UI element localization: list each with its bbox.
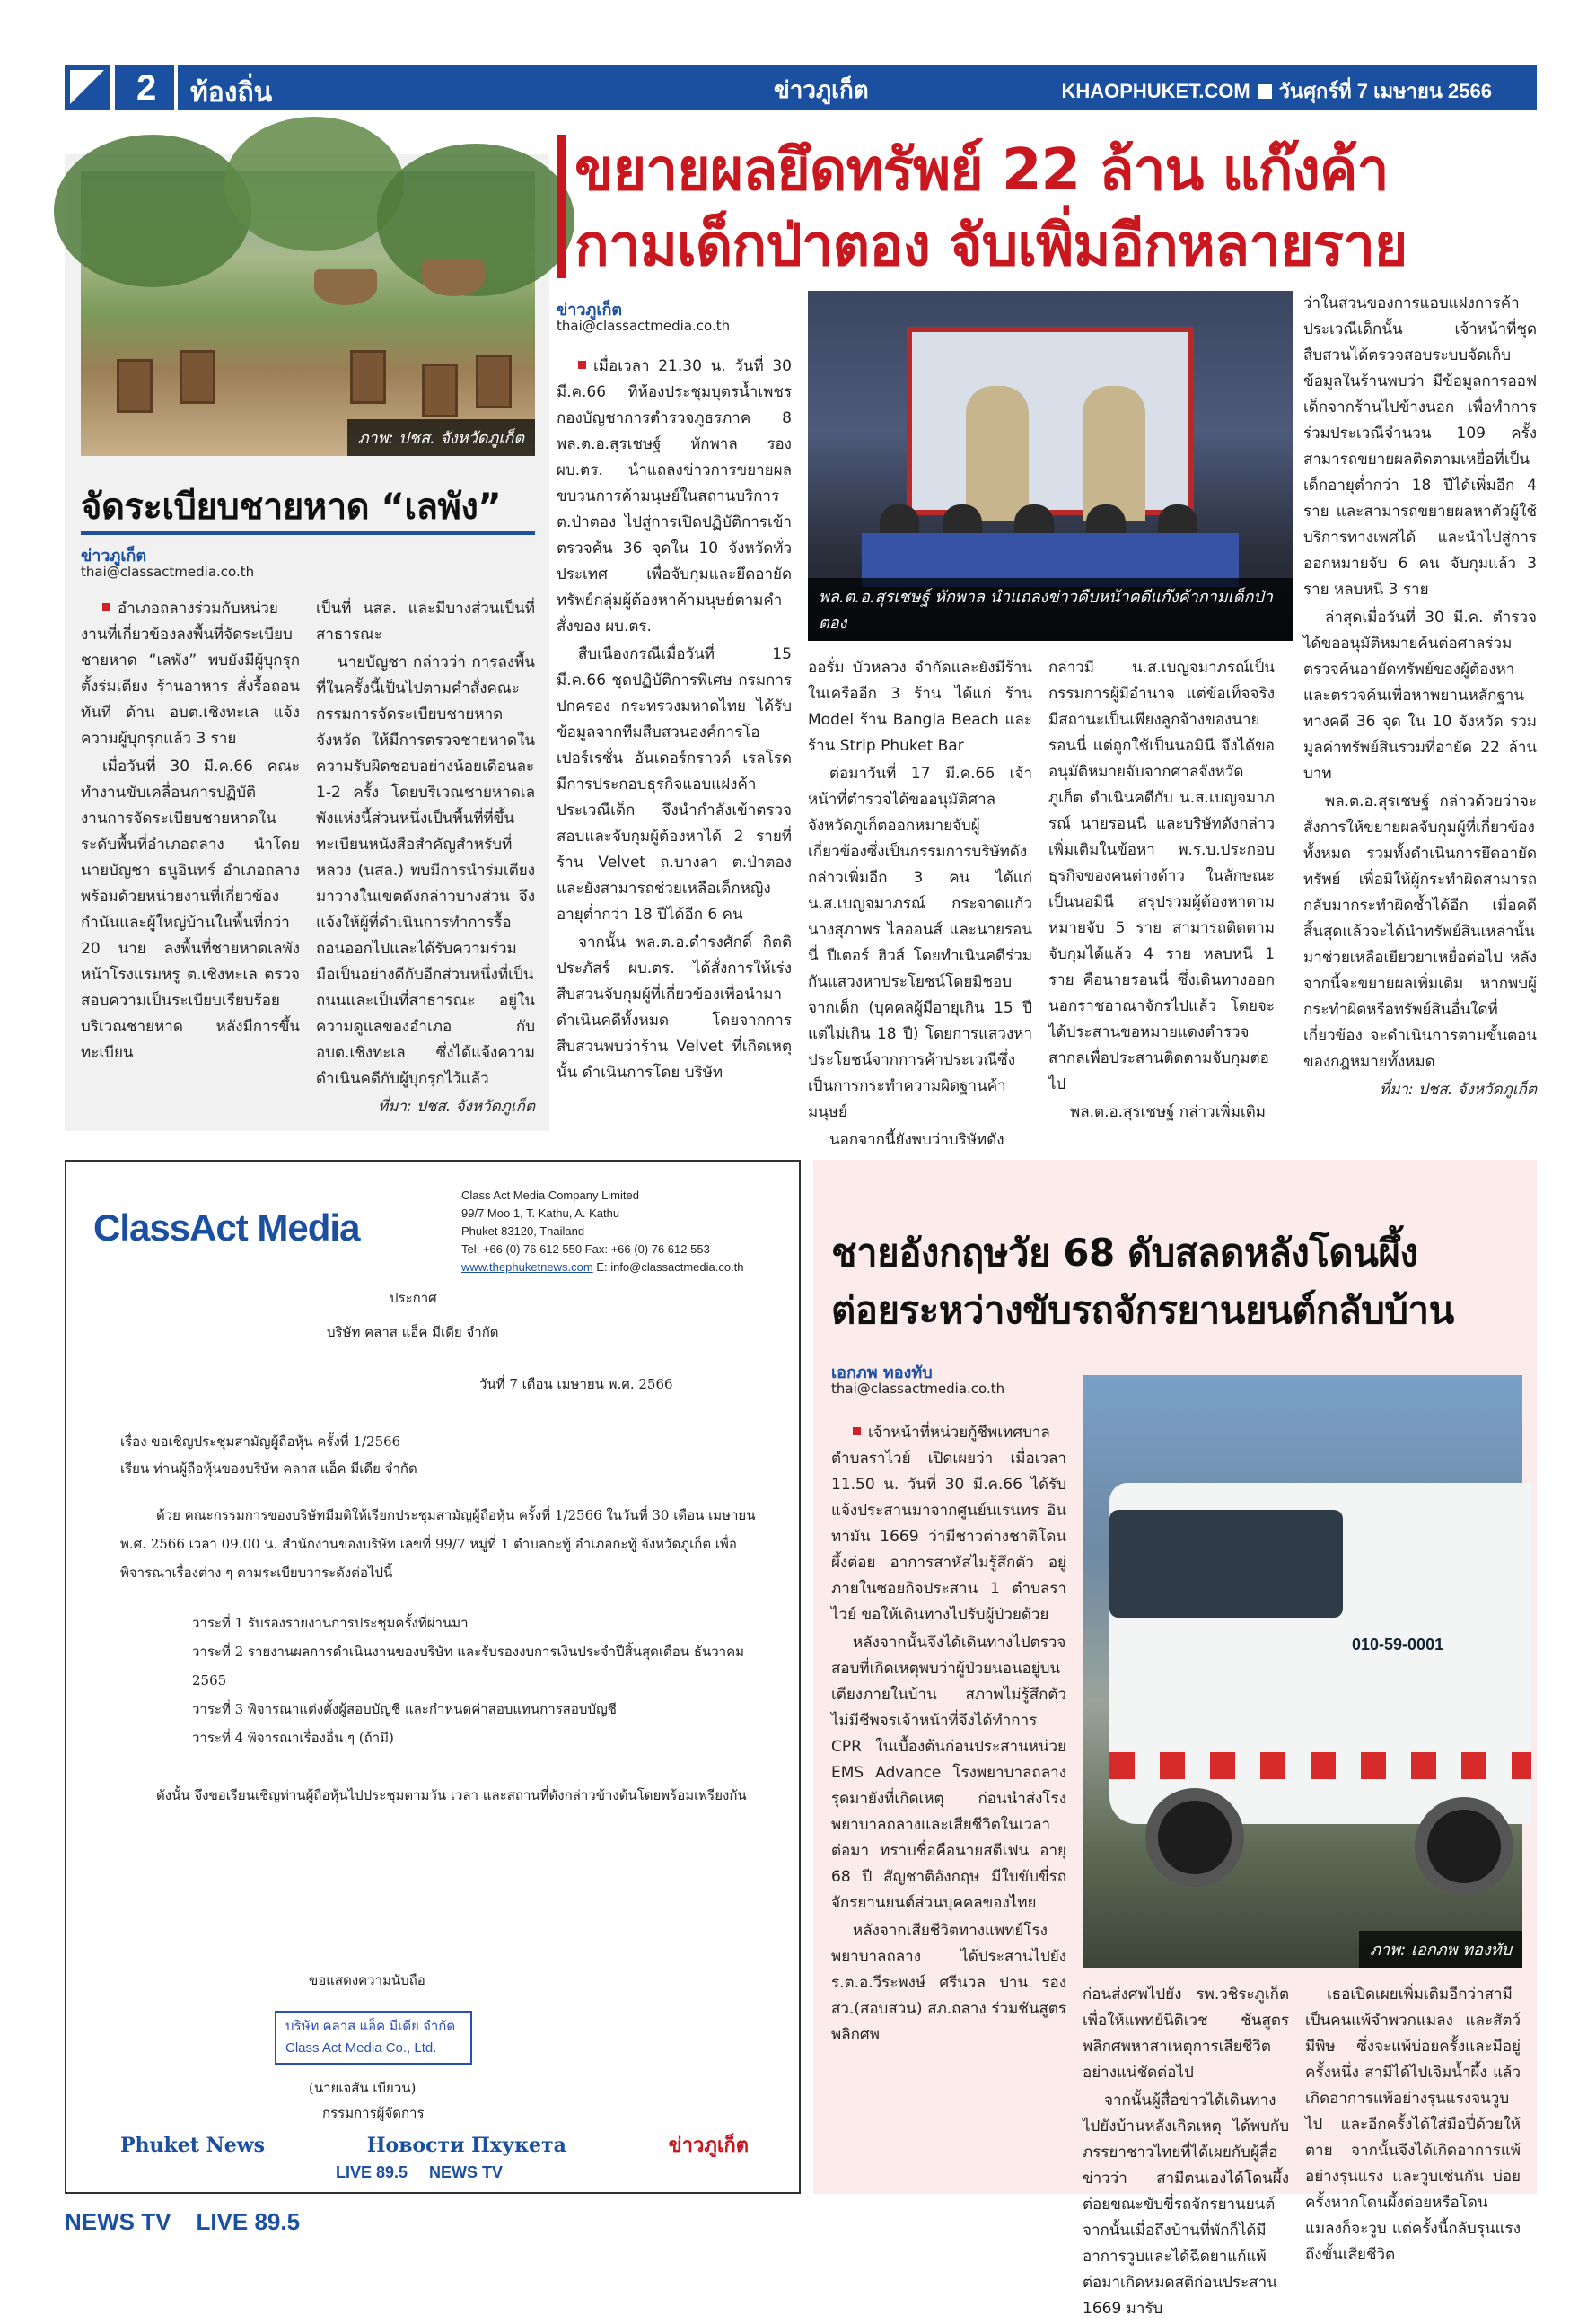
press-conference-photo <box>808 291 1293 641</box>
notice-title: ประกาศ <box>390 1290 437 1306</box>
bullet-icon <box>853 1427 861 1435</box>
story-column-1: เจ้าหน้าที่หน่วยกู้ชีพเทศบาลตำบลราไวย์ เปิดเผยว่า เมื่อเวลา 11.50 น. วันที่ 30 มี.ค.66 ได้รับแจ้งประสานมาจากศูนย์นเรนทร อินทามัน 1669 ว่ามีชาวต่างชาติโดนผึ้งต่อย อาการสาหัสไม่รู้สึกตัว อยู่ภายในซอยกิจประสาน 1 ตำบลราไวย์ ขอให้เดินทางไปรับผู้ป่วยด้วย หลังจากนั้นจึงได้เดินทางไปตรวจสอบที่เกิดเหตุพบว่าผู้ป่วยนอนอยู่บนเตียงภายในบ้าน สภาพไม่รู้สึกตัว ไม่มีชีพจรเจ้าหน้าที่จึงได้ทำการ CPR ในเบื้องต้นก่อนประสานหน่วย EMS Advance โรงพยาบาลถลางรุดมายังที่เกิดเหตุ ก่อนนำส่งโรงพยาบาลถลางและเสียชีวิตในเวลาต่อมา ทราบชื่อคือนายสตีเฟน อายุ 68 ปี สัญชาติอังกฤษ มีใบขับขี่รถจักรยานยนต์ส่วนบุคคลของไทย หลังจากเสียชีวิตทางแพทย์โรงพยาบาลถลาง ได้ประสานไปยัง ร.ต.อ.วีระพงษ์ ศรีนวล ปาน รอง สว.(สอบสวน) สภ.ถลาง ร่วมชันสูตรพลิกศพ <box>831 1424 1066 2044</box>
main-column-1: เมื่อเวลา 21.30 น. วันที่ 30 มี.ค.66 ที่ห้องประชุมบุตรน้ำเพชร กองบัญชาการตำรวจภูธรภาค 8 พล.ต.อ.สุรเชษฐ์ หักพาล รอง ผบ.ตร. นำแถลงข่าวการขยายผลขบวนการค้ามนุษย์ในสถานบริการ ต.ป่าตอง ไปสู่การเปิดปฏิบัติการเข้าตรวจค้น 36 จุดใน 10 จังหวัดทั่วประเทศ เพื่อจับกุมและยึดอายัดทรัพย์กลุ่มผู้ต้องหาค้ามนุษย์ตามคำสั่งของ ผบ.ตร. สืบเนื่องกรณีเมื่อวันที่ 15 มี.ค.66 ชุดปฏิบัติการพิเศษ กรมการปกครอง กระทรวงมหาดไทย ได้รับข้อมูลจากทีมสืบสวนองค์การโอเปอร์เรชั่น อันเดอร์กราวด์ เรลโรด มีการประกอบธุรกิจแอบแฝงค้าประเวณีเด็ก จึงนำกำลังเข้าตรวจสอบและจับกุมผู้ต้องหาได้ 2 รายที่ร้าน Velvet ถ.บางลา ต.ป่าตอง และยังสามารถช่วยเหลือเด็กหญิงอายุต่ำกว่า 18 ปีได้อีก 6 คน จากนั้น พล.ต.อ.ดำรงศักดิ์ กิตติประภัสร์ ผบ.ตร. ได้สั่งการให้เร่งสืบสวนจับกุมผู้ที่เกี่ยวข้องเพื่อนำมาดำเนินคดีทั้งหมด โดยจากการสืบสวนพบว่าร้าน Velvet ที่เกิดเหตุนั้น ดำเนินการโดย บริษัท <box>557 357 792 1082</box>
source-credit: ที่มา: ปชส. จังหวัดภูเก็ต <box>377 1098 535 1116</box>
masthead: ข่าวภูเก็ต <box>774 77 869 104</box>
byline-email[interactable]: thai@classactmedia.co.th <box>831 1381 1005 1397</box>
main-byline-name: ข่าวภูเก็ต <box>557 301 623 320</box>
signer-title: กรรมการผู้จัดการ <box>322 2105 425 2121</box>
story-columns <box>81 596 535 1122</box>
phuket-news-logo: Phuket News <box>120 2133 266 2157</box>
ambulance-photo <box>1083 1375 1522 1968</box>
story-headline: ชายอังกฤษวัย 68 ดับสลดหลังโดนผึ้ง ต่อยระหว่างขับรถจักรยานยนต์กลับบ้าน <box>831 1231 1454 1332</box>
story-column-1: อำเภอถลางร่วมกับหน่วยงานที่เกี่ยวข้องลงพื้นที่จัดระเบียบชายหาด “เลพัง” พบยังมีผู้บุกรุกตั้งร่มเตียง ร้านอาหาร สั่งรื้อถอนทันที ด้าน อบต.เชิงทะเล แจ้งความผู้บุกรุกแล้ว 3 ราย เมื่อวันที่ 30 มี.ค.66 คณะทำงานขับเคลื่อนการปฏิบัติงานการจัดระเบียบชายหาดในระดับพื้นที่อำเภอถลาง นำโดย นายบัญชา ธนูอินทร์ อำเภอถลาง พร้อมด้วยหน่วยงานที่เกี่ยวข้อง กำนันและผู้ใหญ่บ้านในพื้นที่กว่า 20 นาย ลงพื้นที่ชายหาดเลพัง หน้าโรงแรมหรู ต.เชิงทะเล ตรวจสอบความเป็นระเบียบเรียบร้อยบริเวณชายหาด หลังมีการขึ้นทะเบียน <box>81 600 300 1062</box>
brand-strip-2 <box>336 2163 503 2182</box>
live-radio-logo: LIVE 89.5 <box>336 2163 408 2181</box>
projection-screen <box>907 327 1194 515</box>
novosti-logo: Новости Пхукета <box>366 2133 566 2157</box>
section-title: ท้องถิ่น <box>190 77 273 109</box>
photo-caption: ภาพ: ปชส. จังหวัดภูเก็ต <box>347 419 535 456</box>
khao-phuket-logo: ข่าวภูเก็ต <box>668 2134 749 2157</box>
notice-body: ด้วย คณะกรรมการของบริษัทมีมติให้เรียกประชุมสามัญผู้ถือหุ้น ครั้งที่ 1/2566 ในวันที่ 30 เดือน เมษายน พ.ศ. 2566 เวลา 09.00 น. สำนักงานของบริษัท เลขที่ 99/7 หมู่ที่ 1 ตำบลกะทู้ อำเภอกะทู้ จังหวัดภูเก็ต เพื่อพิจารณาเรื่องต่าง ๆ ตามระเบียบวาระดังต่อไปนี้ <box>120 1507 756 1581</box>
notice-date: วันที่ 7 เดือน เมษายน พ.ศ. 2566 <box>479 1376 673 1392</box>
company-stamp: บริษัท คลาส แอ็ค มีเดีย จำกัด Class Act Media Co., Ltd. <box>275 2011 472 2065</box>
main-byline-email[interactable]: thai@classactmedia.co.th <box>557 318 731 334</box>
byline-name: ข่าวภูเก็ต <box>81 547 147 566</box>
source-credit: ที่มา: ปชส. จังหวัดภูเก็ต <box>1379 1081 1537 1099</box>
brand-strip <box>120 2129 749 2161</box>
issue-date: วันศุกร์ที่ 7 เมษายน 2566 <box>1278 80 1492 102</box>
story-headline: จัดระเบียบชายหาด “เลพัง” <box>81 487 502 528</box>
notice-subject: เรื่อง ขอเชิญประชุมสามัญผู้ถือหุ้น ครั้งที่ 1/2566 <box>120 1434 401 1450</box>
notice-recipient: เรียน ท่านผู้ถือหุ้นของบริษัท คลาส แอ็ค มีเดีย จำกัด <box>120 1460 417 1477</box>
live-radio-footer-logo: LIVE 89.5 <box>196 2208 301 2235</box>
company-website-link[interactable]: www.thephuketnews.com <box>461 1260 593 1274</box>
classact-logo: ClassAct Media <box>93 1206 360 1249</box>
main-column-3: กล่าวมี น.ส.เบญจมาภรณ์เป็นกรรมการผู้มีอำนาจ แต่ข้อเท็จจริงมีสถานะเป็นเพียงลูกจ้างของนายรอนนี่ แต่ถูกใช้เป็นนอมินี จึงได้ขออนุมัติหมายจับจากศาลจังหวัดภูเก็ต ดำเนินคดีกับ น.ส.เบญจมาภรณ์ นายรอนนี่ และบริษัทดังกล่าวเพิ่มเติมในข้อหา พ.ร.บ.ประกอบธุรกิจของคนต่างด้าว ในลักษณะเป็นนอมินี สรุปรวมผู้ต้องหาตามหมายจับ 5 ราย สามารถติดตามจับกุมได้แล้ว 4 ราย หลบหนี 1 ราย คือนายรอนนี่ ซึ่งเดินทางออกนอกราชอาณาจักรไปแล้ว โดยจะได้ประสานขอหมายแดงตำรวจสากลเพื่อประสานติดตามจับกุมต่อไป พล.ต.อ.สุรเชษฐ์ กล่าวเพิ่มเติม <box>1048 659 1275 1121</box>
header-divider <box>174 65 178 110</box>
notice-company: บริษัท คลาส แอ็ค มีเดีย จำกัด <box>327 1324 499 1340</box>
company-address: Class Act Media Company Limited 99/7 Moo 1, T. Kathu, A. Kathu Phuket 83120, Thailand Tel: +66 (0) 76 612 550 Fax: +66 (0) 76 612 553 www.thephuketnews.com E: info@classactmedia.co.th <box>461 1188 744 1274</box>
photo-caption: พล.ต.อ.สุรเชษฐ์ หักพาล นำแถลงข่าวคืบหน้าคดีแก๊งค้ากามเด็กป่าตอง <box>808 578 1293 641</box>
site-url[interactable]: KHAOPHUKET.COM <box>1061 80 1250 102</box>
page-header <box>65 65 1537 110</box>
main-column-4: ว่าในส่วนของการแอบแฝงการค้าประเวณีเด็กนั้น เจ้าหน้าที่ชุดสืบสวนได้ตรวจสอบระบบจัดเก็บข้อมูลในร้านพบว่า มีข้อมูลการออฟเด็กจากร้านไปข้างนอก เพื่อทำการร่วมประเวณีจำนวน 109 ครั้ง สามารถขยายผลติดตามเหยื่อที่เป็นเด็กอายุต่ำกว่า 18 ปีได้เพิ่มอีก 4 ราย และสามารถขยายผลหาตัวผู้ใช้บริการทางเพศได้ และนำไปสู่การออกหมายจับ 6 คน จับกุมแล้ว 3 ราย หลบหนี 3 ราย ล่าสุดเมื่อวันที่ 30 มี.ค. ตำรวจได้ขออนุมัติหมายค้นต่อศาลร่วมตรวจค้นอายัดทรัพย์ของผู้ต้องหาและตรวจค้นเพื่อหาพยานหลักฐานทางคดี 36 จุด ใน 10 จังหวัด รวมมูลค่าทรัพย์สินรวมที่อายัด 22 ล้านบาท พล.ต.อ.สุรเชษฐ์ กล่าวด้วยว่าจะสั่งการให้ขยายผลจับกุมผู้ที่เกี่ยวข้องทั้งหมด รวมทั้งดำเนินการยึดอายัดทรัพย์ เพื่อมิให้ผู้กระทำผิดสามารถกลับมากระทำผิดซ้ำได้อีก เมื่อคดีสิ้นสุดแล้วจะได้นำทรัพย์สินเหล่านั้นมาช่วยเหลือเยียวยาเหยื่อต่อไป หลังจากนี้จะขยายผลเพิ่มเติม หากพบผู้กระทำผิดหรือทรัพย์สินอื่นใดที่เกี่ยวข้อง จะดำเนินการตามขั้นตอนของกฎหมายทั้งหมด ที่มา: ปชส. จังหวัดภูเก็ต <box>1303 291 1537 1105</box>
left-story <box>65 154 549 1131</box>
bee-sting-story <box>813 1160 1537 2318</box>
byline-name: เอกภพ ทองทับ <box>831 1364 933 1382</box>
bullet-icon <box>102 603 110 611</box>
story-column-2: ก่อนส่งศพไปยัง รพ.วชิระภูเก็ต เพื่อให้แพทย์นิติเวช ชันสูตรพลิกศพหาสาเหตุการเสียชีวิตอย่างแน่ชัดต่อไป จากนั้นผู้สื่อข่าวได้เดินทางไปยังบ้านหลังเกิดเหตุ ได้พบกับภรรยาชาวไทยที่ได้เผยกับผู้สื่อข่าวว่า สามีตนเองได้โดนผึ้งต่อยขณะขับขี่รถจักรยานยนต์ จากนั้นเมื่อถึงบ้านที่พักก็ได้มีอาการวูบและได้ฉีดยาแก้แพ้ ต่อมาเกิดหมดสติก่อนประสาน 1669 มารับ <box>1083 1986 1289 2318</box>
news-tv-footer-logo: NEWS TV <box>65 2208 171 2235</box>
square-separator-icon <box>1258 84 1272 99</box>
headline-accent <box>557 135 566 278</box>
headline-rule <box>81 531 535 535</box>
main-column-2: ออรั่ม บัวหลวง จำกัดและยังมีร้านในเครืออีก 3 ร้าน ได้แก่ ร้าน Model ร้าน Bangla Beach และร้าน Strip Phuket Bar ต่อมาวันที่ 17 มี.ค.66 เจ้าหน้าที่ตำรวจได้ขออนุมัติศาลจังหวัดภูเก็ตออกหมายจับผู้เกี่ยวข้องซึ่งเป็นกรรมการบริษัทดังกล่าวเพิ่มอีก 3 คน ได้แก่ น.ส.เบญจมาภรณ์ กระจาดแก้ว นางสุภาพร ไลออนส์ และนายรอนนี่ ปีเตอร์ ฮิวส์ โดยทำเนินคดีร่วมกันแสวงหาประโยชน์โดยมิชอบจากเด็ก (บุคคลผู้มีอายุเกิน 15 ปีแต่ไม่เกิน 18 ปี) โดยการแสวงหาประโยชน์จากการค้าประเวณีซึ่งเป็นการกระทำความผิดฐานค้ามนุษย์ นอกจากนี้ยังพบว่าบริษัทดัง <box>808 659 1032 1149</box>
shareholder-notice <box>65 1160 801 2194</box>
page-number: 2 <box>136 68 157 108</box>
story-column-3: เธอเปิดเผยเพิ่มเติมอีกว่าสามีเป็นคนแพ้จำพวกแมลง และสัตว์มีพิษ ซึ่งจะแพ้บ่อยครั้งและมีอยู่ครั้งหนึ่ง สามีได้ไปเจิมน้ำผึ้ง แล้วเกิดอาการแพ้อย่างรุนแรงจนวูบไป และอีกครั้งได้ใส่มือปี่ด้วยให้ตาย จากนั้นจึงได้เกิดอาการแพ้อย่างรุนแรง และวูบเช่นกัน บ่อยครั้งหากโดนผึ้งต่อยหรือโดนแมลงก็จะวูบ แต่ครั้งนี้กลับรุนแรงถึงขั้นเสียชีวิต <box>1305 1986 1521 2264</box>
notice-regards: ขอแสดงความนับถือ <box>309 1972 425 1988</box>
header-meta <box>1061 75 1492 107</box>
photo-caption: ภาพ: เอกภพ ทองทับ <box>1359 1931 1522 1968</box>
notice-closing: ดังนั้น จึงขอเรียนเชิญท่านผู้ถือหุ้นไปประชุมตามวัน เวลา และสถานที่ดังกล่าวข้างต้นโดยพร้อมเพรียงกัน <box>156 1787 747 1803</box>
story-column-2: เป็นที่ นสล. และมีบางส่วนเป็นที่สาธารณะ นายบัญชา กล่าวว่า การลงพื้นที่ในครั้งนี้เป็นไปตามคำสั่งคณะกรรมการจัดระเบียบชายหาดจังหวัด ให้มีการตรวจชายหาดในความรับผิดชอบอย่างน้อยเดือนละ 1-2 ครั้ง โดยบริเวณชายหาดเลพังแห่งนี้ส่วนหนึ่งเป็นพื้นที่ที่ขึ้นทะเบียนหนังสือสำคัญสำหรับที่หลวง (นสล.) พบมีการนำร่มเตียงมาวางในเขตดังกล่าวบางส่วน จึงแจ้งให้ผู้ที่ดำเนินการทำการรื้อถอนออกไปและได้รับความร่วมมือเป็นอย่างดีกับอีกส่วนหนึ่งที่เป็นถนนและเป็นที่สาธารณะ อยู่ในความดูแลของอำเภอ กับ อบต.เชิงทะเล ซึ่งได้แจ้งความดำเนินคดีกับผู้บุกรุกไว้แล้ว ที่มา: ปชส. จังหวัดภูเก็ต <box>316 596 535 1122</box>
news-tv-logo: NEWS TV <box>429 2163 504 2181</box>
publisher-logo-icon <box>65 65 110 110</box>
bullet-icon <box>578 361 586 369</box>
ambulance-number: 010-59-0001 <box>1352 1636 1444 1653</box>
beach-photo <box>81 171 535 456</box>
main-headline: ขยายผลยึดทรัพย์ 22 ล้าน แก๊งค้า กามเด็กป่าตอง จับเพิ่มอีกหลายราย <box>574 137 1407 279</box>
byline-email[interactable]: thai@classactmedia.co.th <box>81 564 255 580</box>
page-footer <box>65 2208 603 2236</box>
company-email[interactable]: E: info@classactmedia.co.th <box>596 1260 744 1274</box>
signer-name: (นายเจสัน เบียวน) <box>309 2080 417 2096</box>
notice-agenda: วาระที่ 1 รับรองรายงานการประชุมครั้งที่ผ่านมา วาระที่ 2 รายงานผลการดำเนินงานของบริษัท และรับรองงบการเงินประจำปีสิ้นสุดเดือน ธันวาคม 2565 วาระที่ 3 พิจารณาแต่งตั้งผู้สอบบัญชี และกำหนดค่าสอบแทนการสอบบัญชี วาระที่ 4 พิจารณาเรื่องอื่น ๆ (ถ้ามี) <box>192 1615 744 1746</box>
